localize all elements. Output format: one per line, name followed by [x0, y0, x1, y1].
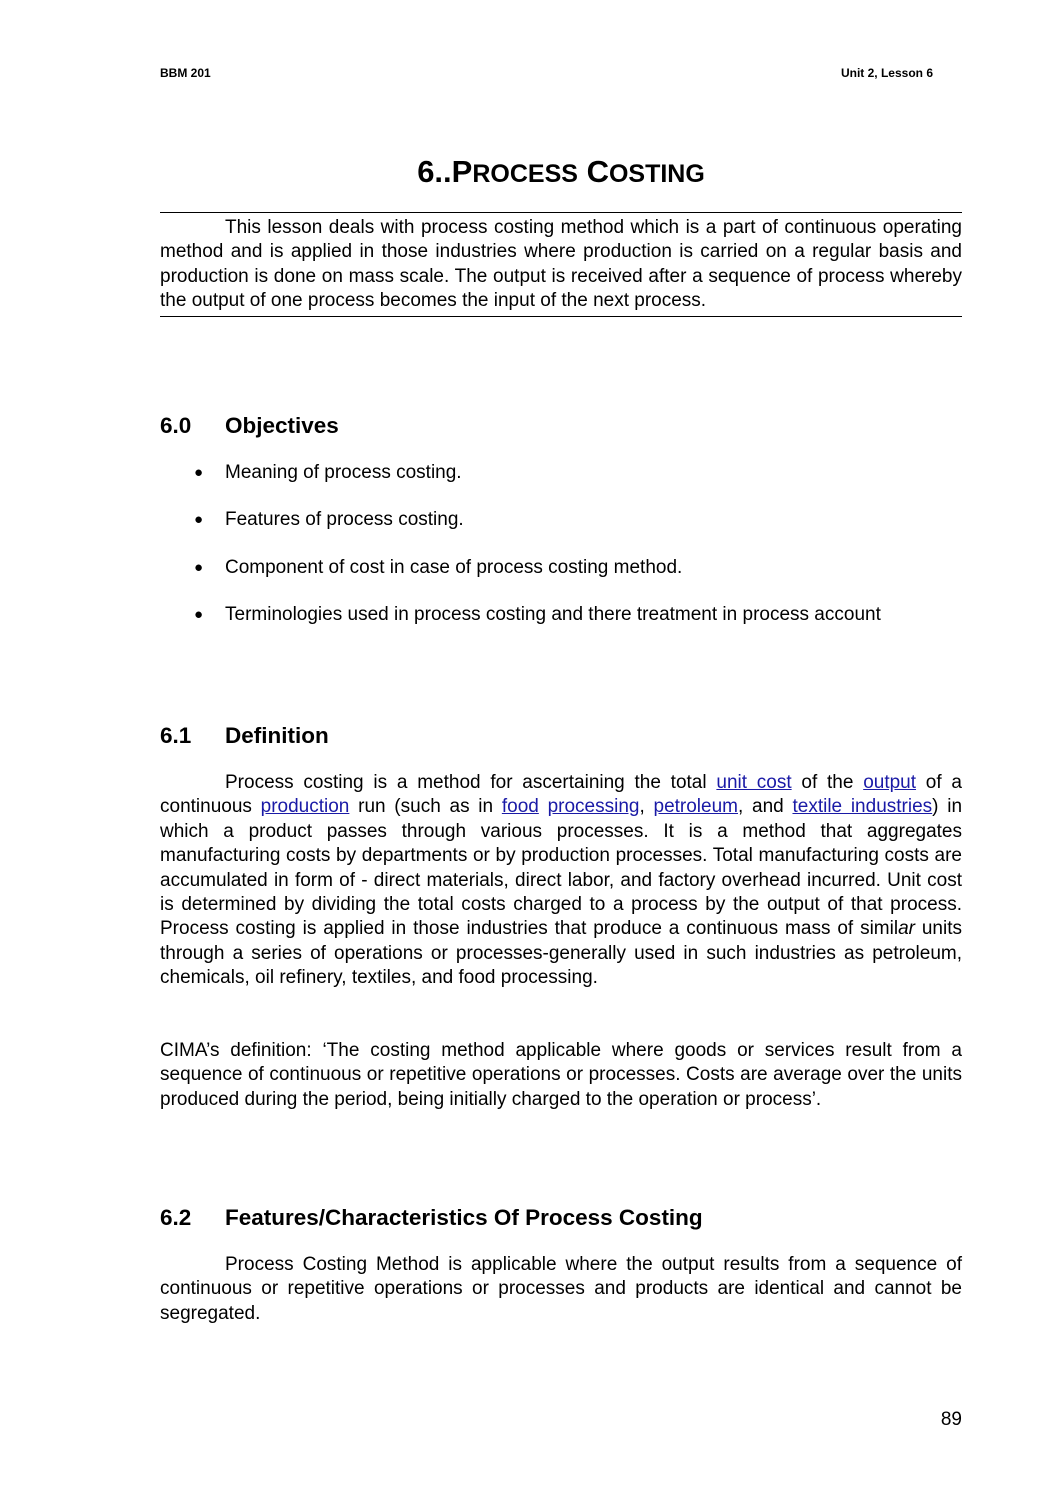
section-heading-objectives — [160, 411, 339, 441]
text-run: run (such as in — [349, 796, 502, 818]
list-item — [160, 461, 962, 485]
text-run — [539, 796, 548, 817]
title-number: 6.. — [417, 154, 452, 189]
list-item-text: Terminologies used in process costing and there treatment in process account — [225, 604, 881, 626]
section-heading-features — [160, 1203, 703, 1233]
text-run: units through a series of operations or processes-generally used in such industries as petroleum, chemicals, oil refinery, textiles, and food processing. — [160, 918, 962, 989]
section-number: 6.2 — [160, 1205, 192, 1230]
list-item — [160, 508, 962, 532]
link-processing[interactable]: processing — [547, 796, 640, 818]
list-item-text: Features of process costing. — [225, 509, 464, 531]
title-rest-process: ROCESS — [472, 160, 578, 188]
bullet-icon: ● — [194, 558, 204, 576]
lesson-abstract: This lesson deals with process costing method which is a part of continuous operating method and is applied in those industries where production is carried on a regular basis and production is done on mass scale. The output is received after a sequence of process whereby the output of one process becomes the input of the next process. — [160, 212, 962, 317]
link-food[interactable]: food — [501, 796, 539, 818]
link-petroleum[interactable]: petroleum — [653, 796, 738, 818]
bullet-icon: ● — [194, 606, 204, 624]
features-paragraph: Process Costing Method is applicable where the output results from a sequence of continuous or repetitive operations or processes and products are identical and cannot be segregated. — [160, 1254, 962, 1324]
text-run: , and — [738, 796, 793, 818]
list-item — [160, 603, 962, 627]
text-run-italic: ar — [898, 918, 915, 940]
page-title — [160, 152, 962, 194]
bullet-icon: ● — [194, 464, 204, 481]
text-run: ) in which a product passes through various processes. It is a method that aggregates manufacturing costs by departments or by production processes. Total manufacturing costs are accumulated in form of - direct materials, direct labor, and factory overhead incurred. Unit cost is determined by dividing the total costs charged to a process by the output of that process. Process costing is applied in those industries that produce a continuous mass of simil — [160, 796, 963, 940]
title-rest-costing: OSTING — [608, 160, 705, 188]
title-initial-p: P — [451, 154, 473, 189]
section-title: Definition — [225, 723, 329, 748]
section-heading-definition — [160, 721, 329, 751]
header-unit-lesson: Unit 2, Lesson 6 — [840, 66, 933, 80]
bullet-icon: ● — [194, 511, 204, 529]
cima-definition-paragraph: CIMA’s definition: ‘The costing method applicable where goods or services result from a sequence of continuous or repetitive operations or processes. Costs are average over the units produced during the period, being initially charged to the operation or process’. — [160, 1040, 962, 1110]
section-title: Features/Characteristics Of Process Costing — [225, 1205, 703, 1230]
text-run: of the — [791, 772, 864, 793]
list-item-text: Component of cost in case of process costing method. — [225, 556, 683, 578]
link-unit-cost[interactable]: unit cost — [716, 772, 792, 793]
link-output[interactable]: output — [863, 772, 917, 793]
section-number: 6.1 — [160, 723, 192, 748]
title-initial-c: C — [586, 154, 609, 189]
text-run: , — [639, 796, 654, 818]
text-run: of a continuous — [160, 772, 962, 818]
list-item — [160, 556, 962, 580]
list-item-text: Meaning of process costing. — [225, 462, 462, 483]
link-production[interactable]: production — [260, 796, 350, 818]
objectives-list — [160, 461, 962, 651]
text-run: Process costing is a method for ascertaining the total — [225, 772, 717, 793]
header-course-code: BBM 201 — [160, 66, 211, 80]
section-title: Objectives — [225, 413, 339, 438]
section-number: 6.0 — [160, 413, 192, 438]
link-textile-industries[interactable]: textile industries — [792, 796, 933, 818]
definition-paragraph — [160, 771, 962, 991]
page-number: 89 — [940, 1409, 962, 1430]
